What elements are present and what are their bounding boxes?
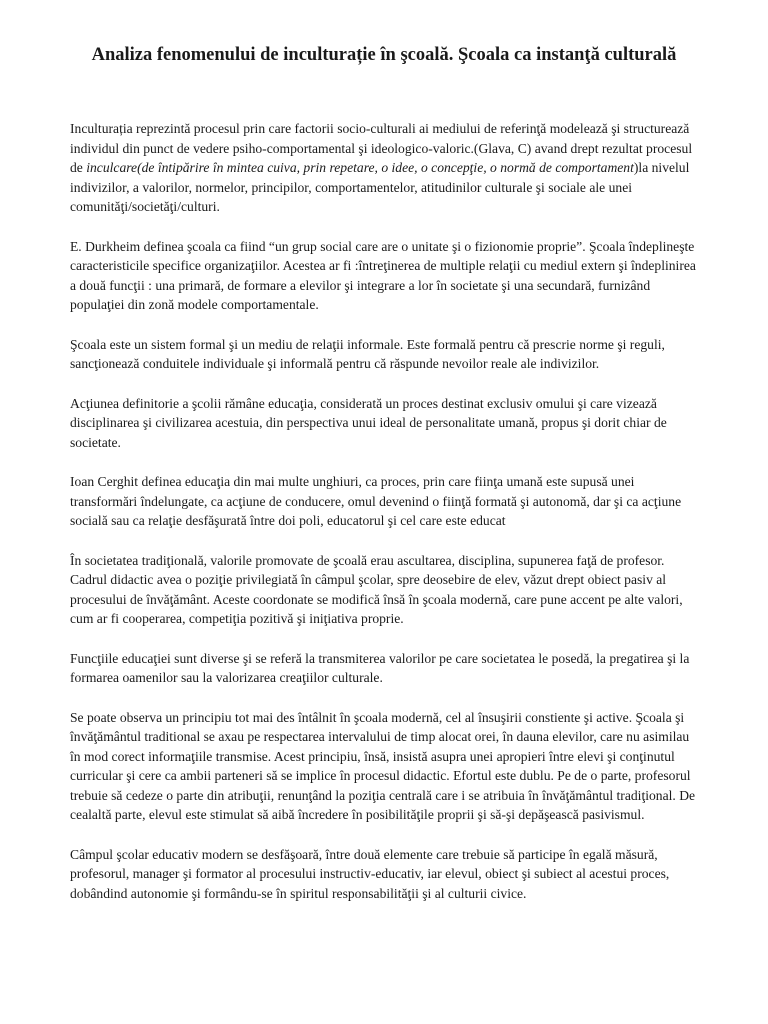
document-title: Analiza fenomenului de inculturație în şcoală. Şcoala ca instanţă culturală: [91, 45, 677, 65]
paragraph-9: Câmpul şcolar educativ modern se desfăşoară, între două elemente care trebuie să participe în egală măsură, profesorul, manager şi formator al procesului instructiv-educativ, iar elevul, obiect şi subiect al acestui proces, dobândind autonomie şi formându-se în spiritul responsabilităţii şi al culturii civice.: [70, 846, 670, 901]
paragraph-3: Şcoala este un sistem formal şi un mediu de relaţii informale. Este formală pentru că prescrie norme şi reguli, sancţionează conduitele individuale şi informală pentru că răspunde nevoilor reale ale indivizilor.: [70, 336, 665, 371]
paragraph-7: Funcţiile educaţiei sunt diverse şi se referă la transmiterea valorilor pe care societatea le posedă, la pregatirea şi la formarea oamenilor sau la valorizarea creaţiilor culturale.: [70, 650, 690, 685]
paragraph-5: Ioan Cerghit definea educaţia din mai multe unghiuri, ca proces, prin care fiinţa umană este supusă unei transformări îndelungate, ca acţiune de conducere, omul devenind o fiinţă formată şi autonomă, dar şi ca acţiune socială sau ca relaţie desfăşurată între doi poli, educatorul şi cel care este educat: [70, 474, 682, 528]
paragraph-4: Acţiunea definitorie a şcolii rămâne educaţia, considerată un proces destinat exclusiv omului şi care vizează disciplinarea şi civilizarea acestuia, din perspectiva unui ideal de personalitate umană, propus şi dorit chiar de societate.: [70, 395, 667, 450]
document-body: [70, 119, 700, 923]
paragraph-1-text-end: )la nivelul indivizilor, a valorilor, normelor, principilor, comportamentelor, atitudinilor culturale şi sociale ale unei comunităţi/societăţi/culturi.: [70, 160, 690, 214]
paragraph-2: E. Durkheim definea şcoala ca fiind “un grup social care are o unitate şi o fizionomie proprie”. Şcoala îndeplineşte caracteristicile specifice organizaţiilor. Acestea ar fi :întreţinerea de multiple relaţii cu mediul extern şi îndeplinirea a două funcţii : una primară, de formare a elevilor şi integrare a lor în societate şi una secundară, furnizând populaţiei din zonă modele comportamentale.: [70, 238, 696, 312]
paragraph-6: În societatea tradiţională, valorile promovate de şcoală erau ascultarea, disciplina, supunerea faţă de profesor. Cadrul didactic avea o poziţie privilegiată în câmpul şcolar, spre deosebire de elev, văzut drept obiect pasiv al procesului de învăţământ. Aceste coordonate se modifică însă în şcoala modernă, care pune accent pe alte valori, cum ar fi cooperarea, competiţia pozitivă şi iniţiativa proprie.: [70, 552, 683, 626]
paragraph-8: Se poate observa un principiu tot mai des întâlnit în şcoala modernă, cel al însuşirii constiente şi active. Şcoala şi învăţământul traditional se axau pe respectarea intervalului de timp alocat orei, în dauna elevilor, care nu asimilau în mod corect informaţiile transmise. Acest principiu, însă, insistă asupra unei apropieri între elevi şi conţinutul curricular şi cere ca ambii parteneri să se implice în procesul didactic. Efortul este dublu. Pe de o parte, profesorul trebuie să cedeze o parte din atribuţii, renunţând la poziţia centrală care i se atribuia în învăţământul tradiţional. De cealaltă parte, elevul este stimulat să aibă încredere în posibilităţile proprii şi să-şi depăşească pasivismul.: [70, 709, 696, 822]
paragraph-1: [70, 119, 700, 217]
paragraph-1-italic-text: inculcare(de întipărire în mintea cuiva, prin repetare, o idee, o concepţie, o normă de comportament: [86, 160, 634, 175]
paragraph-1-text-start: Inculturația reprezintă procesul prin care factorii socio-culturali ai mediului de referinţă modelează şi structurează individul din punct de vedere psiho-comportamental şi ideologico-valoric.(Glava, C) avand drept rezultat procesul de: [70, 121, 693, 175]
